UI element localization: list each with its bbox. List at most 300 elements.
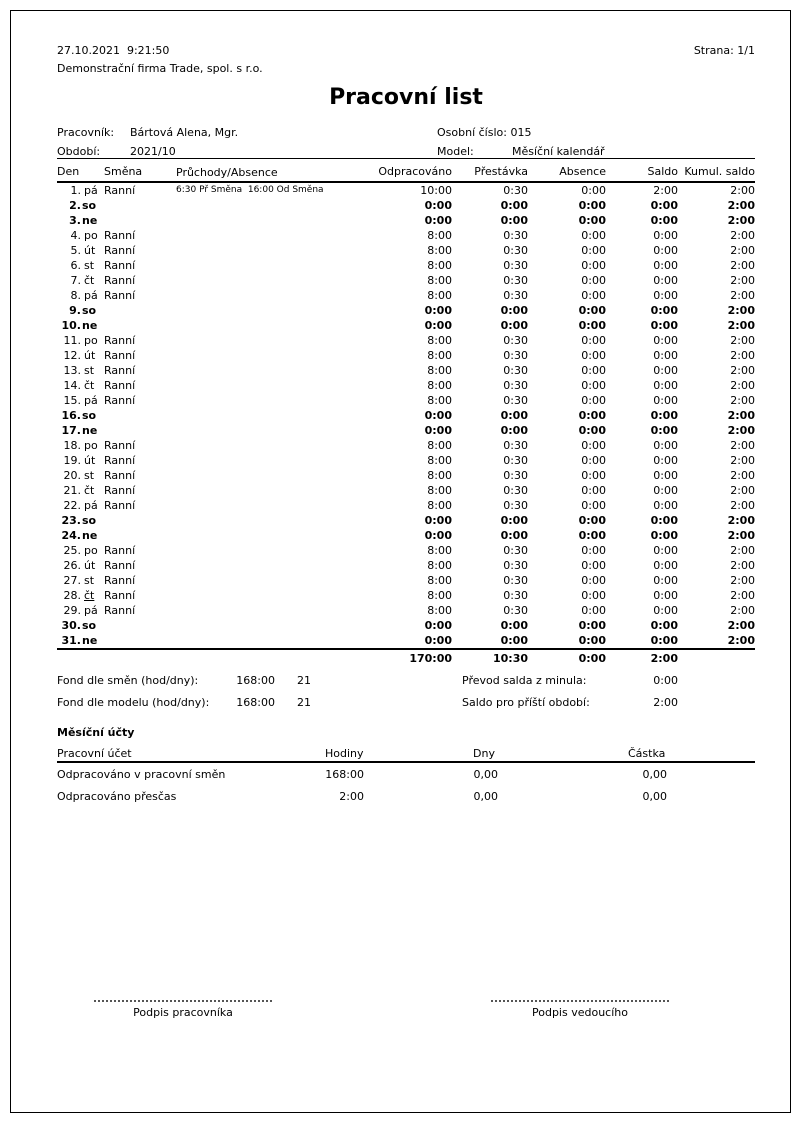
- saldo-cell: 0:00: [650, 424, 678, 437]
- absence-cell: 0:00: [581, 259, 606, 272]
- weekday-abbr: ne: [82, 634, 98, 647]
- col-header-prestavka: Přestávka: [474, 165, 528, 178]
- day-number: 3.: [69, 214, 81, 227]
- worker-label: Pracovník:: [57, 126, 115, 139]
- fund-shifts-row: [57, 674, 755, 689]
- break-cell: 0:30: [503, 259, 528, 272]
- shift-cell: Ranní: [104, 184, 136, 197]
- worked-cell: 8:00: [427, 559, 452, 572]
- day-cell: [57, 528, 101, 543]
- table-row: [57, 213, 755, 228]
- worker-name: Bártová Alena, Mgr.: [130, 126, 239, 139]
- shift-cell: Ranní: [104, 589, 136, 602]
- day-number: 22.: [63, 499, 81, 512]
- worked-cell: 0:00: [424, 424, 452, 437]
- saldo-cell: 0:00: [653, 574, 678, 587]
- accounts-col-days: Dny: [473, 747, 495, 760]
- table-row: [57, 303, 755, 318]
- kumul-saldo-cell: 2:00: [730, 544, 755, 557]
- day-number: 19.: [63, 454, 81, 467]
- info-divider: [57, 158, 755, 159]
- account-name: Odpracováno v pracovní směn: [57, 768, 226, 781]
- table-row: [57, 588, 755, 603]
- day-cell: [57, 453, 101, 468]
- passes-cell: [170, 513, 332, 528]
- saldo-cell: 2:00: [653, 184, 678, 197]
- kumul-saldo-cell: 2:00: [730, 589, 755, 602]
- table-row: [57, 558, 755, 573]
- table-row: [57, 378, 755, 393]
- worked-cell: 0:00: [424, 199, 452, 212]
- weekday-abbr: po: [84, 439, 98, 452]
- account-row-overtime: [57, 790, 755, 805]
- day-number: 15.: [63, 394, 81, 407]
- passes-cell: [170, 618, 332, 633]
- fund-model-days: 21: [297, 696, 311, 709]
- saldo-cell: 0:00: [653, 604, 678, 617]
- col-header-smena: Směna: [104, 165, 143, 178]
- kumul-saldo-cell: 2:00: [730, 229, 755, 242]
- weekday-abbr: st: [84, 469, 95, 482]
- day-number: 26.: [63, 559, 81, 572]
- day-cell: [57, 573, 101, 588]
- table-row: [57, 183, 755, 198]
- saldo-cell: 0:00: [653, 484, 678, 497]
- shift-cell: Ranní: [104, 454, 136, 467]
- day-cell: [57, 393, 101, 408]
- absence-cell: 0:00: [578, 409, 606, 422]
- worked-cell: 0:00: [424, 619, 452, 632]
- saldo-cell: 0:00: [650, 619, 678, 632]
- table-row: [57, 198, 755, 213]
- day-cell: [57, 243, 101, 258]
- weekday-abbr: so: [82, 619, 97, 632]
- passes-cell: [170, 468, 332, 483]
- break-cell: 0:00: [500, 319, 528, 332]
- absence-cell: 0:00: [581, 544, 606, 557]
- saldo-cell: 0:00: [653, 379, 678, 392]
- table-row: [57, 258, 755, 273]
- weekday-abbr: pá: [84, 604, 98, 617]
- manager-signature-block: [491, 1000, 669, 1019]
- saldo-cell: 0:00: [653, 589, 678, 602]
- shift-cell: Ranní: [104, 289, 136, 302]
- kumul-saldo-cell: 2:00: [730, 379, 755, 392]
- absence-cell: 0:00: [581, 379, 606, 392]
- day-number: 5.: [70, 244, 81, 257]
- worked-cell: 8:00: [427, 394, 452, 407]
- break-cell: 0:00: [500, 304, 528, 317]
- day-cell: [57, 303, 101, 318]
- employee-signature-line: [94, 1000, 272, 1002]
- fund-shifts-days: 21: [297, 674, 311, 687]
- account-days: 0,00: [473, 790, 498, 803]
- day-cell: [57, 468, 101, 483]
- break-cell: 0:00: [500, 514, 528, 527]
- weekday-abbr: st: [84, 364, 95, 377]
- kumul-saldo-cell: 2:00: [727, 619, 755, 632]
- kumul-saldo-cell: 2:00: [730, 499, 755, 512]
- kumul-saldo-cell: 2:00: [730, 394, 755, 407]
- account-row-worked: [57, 768, 755, 783]
- day-number: 18.: [63, 439, 81, 452]
- day-cell: [57, 558, 101, 573]
- day-number: 25.: [63, 544, 81, 557]
- saldo-cell: 0:00: [653, 289, 678, 302]
- passes-cell: [170, 258, 332, 273]
- kumul-saldo-cell: 2:00: [727, 199, 755, 212]
- day-number: 31.: [61, 634, 81, 647]
- passes-cell: [170, 348, 332, 363]
- employee-signature-label: Podpis pracovníka: [133, 1006, 233, 1019]
- manager-signature-label: Podpis vedoucího: [532, 1006, 628, 1019]
- shift-cell: Ranní: [104, 559, 136, 572]
- break-cell: 0:30: [503, 334, 528, 347]
- kumul-saldo-cell: 2:00: [730, 349, 755, 362]
- break-cell: 0:00: [500, 529, 528, 542]
- col-header-pruchody: Průchody/Absence: [176, 166, 278, 179]
- saldo-cell: 0:00: [650, 199, 678, 212]
- absence-cell: 0:00: [581, 589, 606, 602]
- break-cell: 0:30: [503, 544, 528, 557]
- worked-cell: 8:00: [427, 544, 452, 557]
- account-hours: 168:00: [325, 768, 364, 781]
- saldo-cell: 0:00: [653, 469, 678, 482]
- weekday-abbr: ne: [82, 319, 98, 332]
- table-row: [57, 543, 755, 558]
- page-number: Strana: 1/1: [693, 44, 755, 57]
- saldo-cell: 0:00: [653, 274, 678, 287]
- period-value: 2021/10: [130, 145, 176, 158]
- model-info: [437, 145, 605, 158]
- break-cell: 0:30: [503, 454, 528, 467]
- accounts-header-row: [57, 747, 755, 761]
- passes-cell: [170, 558, 332, 573]
- table-row: [57, 318, 755, 333]
- day-number: 1.: [70, 184, 81, 197]
- absence-cell: 0:00: [581, 574, 606, 587]
- weekday-abbr: ne: [82, 529, 98, 542]
- weekday-abbr: so: [82, 514, 97, 527]
- saldo-cell: 0:00: [653, 334, 678, 347]
- worked-cell: 8:00: [427, 229, 452, 242]
- break-cell: 0:30: [503, 394, 528, 407]
- absence-cell: 0:00: [581, 454, 606, 467]
- shift-cell: Ranní: [104, 574, 136, 587]
- saldo-cell: 0:00: [650, 409, 678, 422]
- day-number: 6.: [70, 259, 81, 272]
- passes-cell: [170, 288, 332, 303]
- weekday-abbr: út: [84, 244, 96, 257]
- worked-cell: 0:00: [424, 514, 452, 527]
- carryover-label: Převod salda z minula:: [462, 674, 587, 687]
- kumul-saldo-cell: 2:00: [727, 424, 755, 437]
- day-cell: [57, 423, 101, 438]
- break-cell: 0:30: [503, 589, 528, 602]
- absence-cell: 0:00: [581, 184, 606, 197]
- totals-row: [57, 652, 755, 668]
- table-row: [57, 273, 755, 288]
- table-body: [57, 183, 755, 648]
- break-cell: 0:30: [503, 379, 528, 392]
- kumul-saldo-cell: 2:00: [727, 514, 755, 527]
- absence-cell: 0:00: [581, 394, 606, 407]
- weekday-abbr: út: [84, 559, 96, 572]
- day-cell: [57, 213, 101, 228]
- saldo-cell: 0:00: [650, 319, 678, 332]
- worked-cell: 0:00: [424, 214, 452, 227]
- kumul-saldo-cell: 2:00: [727, 529, 755, 542]
- weekday-abbr: so: [82, 304, 97, 317]
- weekday-abbr: so: [82, 409, 97, 422]
- weekday-abbr: so: [82, 199, 97, 212]
- table-row: [57, 633, 755, 648]
- day-cell: [57, 588, 101, 603]
- model-value: Měsíční kalendář: [512, 145, 605, 158]
- absence-cell: 0:00: [578, 514, 606, 527]
- day-number: 28.: [63, 589, 81, 602]
- weekday-abbr: po: [84, 229, 98, 242]
- worked-cell: 8:00: [427, 259, 452, 272]
- saldo-cell: 0:00: [650, 214, 678, 227]
- absence-cell: 0:00: [581, 439, 606, 452]
- weekday-abbr: po: [84, 544, 98, 557]
- kumul-saldo-cell: 2:00: [730, 259, 755, 272]
- shift-cell: [101, 213, 170, 228]
- worked-cell: 10:00: [420, 184, 452, 197]
- fund-model-hours: 168:00: [236, 696, 275, 709]
- weekday-abbr: pá: [84, 184, 98, 197]
- weekday-abbr: pá: [84, 499, 98, 512]
- weekday-abbr: ne: [82, 214, 98, 227]
- day-cell: [57, 438, 101, 453]
- shift-cell: Ranní: [104, 469, 136, 482]
- report-title: Pracovní list: [329, 85, 483, 110]
- weekday-abbr: čt: [84, 589, 95, 602]
- worked-cell: 8:00: [427, 574, 452, 587]
- table-header: [57, 165, 755, 181]
- passes-cell: [170, 408, 332, 423]
- weekday-abbr: st: [84, 259, 95, 272]
- break-cell: 0:00: [500, 424, 528, 437]
- passes-cell: [170, 453, 332, 468]
- worked-cell: 8:00: [427, 499, 452, 512]
- table-row: [57, 468, 755, 483]
- absence-cell: 0:00: [578, 319, 606, 332]
- break-cell: 0:00: [500, 634, 528, 647]
- worked-cell: 8:00: [427, 589, 452, 602]
- kumul-saldo-cell: 2:00: [727, 304, 755, 317]
- shift-cell: Ranní: [104, 604, 136, 617]
- shift-cell: Ranní: [104, 544, 136, 557]
- table-row: [57, 483, 755, 498]
- weekday-abbr: po: [84, 334, 98, 347]
- worked-cell: 8:00: [427, 454, 452, 467]
- worked-cell: 0:00: [424, 319, 452, 332]
- kumul-saldo-cell: 2:00: [730, 469, 755, 482]
- day-number: 14.: [63, 379, 81, 392]
- break-cell: 0:30: [503, 604, 528, 617]
- saldo-cell: 0:00: [653, 349, 678, 362]
- absence-cell: 0:00: [581, 469, 606, 482]
- saldo-cell: 0:00: [653, 259, 678, 272]
- kumul-saldo-cell: 2:00: [730, 364, 755, 377]
- absence-cell: 0:00: [581, 349, 606, 362]
- break-cell: 0:30: [503, 274, 528, 287]
- saldo-cell: 0:00: [653, 394, 678, 407]
- absence-cell: 0:00: [578, 634, 606, 647]
- shift-cell: [101, 528, 170, 543]
- saldo-cell: 0:00: [653, 229, 678, 242]
- table-row: [57, 438, 755, 453]
- break-cell: 0:30: [503, 469, 528, 482]
- shift-cell: [101, 618, 170, 633]
- passes-cell: [170, 393, 332, 408]
- passes-cell: [170, 243, 332, 258]
- model-label: Model:: [437, 145, 474, 158]
- day-cell: [57, 183, 101, 198]
- shift-cell: Ranní: [104, 244, 136, 257]
- shift-cell: [101, 318, 170, 333]
- break-cell: 0:00: [500, 214, 528, 227]
- passes-cell: [170, 333, 332, 348]
- weekday-abbr: út: [84, 454, 96, 467]
- day-number: 30.: [61, 619, 81, 632]
- personal-number-value: 015: [510, 126, 532, 139]
- passes-cell: [170, 213, 332, 228]
- shift-cell: Ranní: [104, 349, 136, 362]
- worker-info-row: [57, 126, 755, 141]
- col-header-saldo: Saldo: [647, 165, 678, 178]
- day-cell: [57, 483, 101, 498]
- break-cell: 0:00: [500, 409, 528, 422]
- absence-cell: 0:00: [581, 289, 606, 302]
- table-row: [57, 573, 755, 588]
- day-cell: [57, 258, 101, 273]
- worked-cell: 0:00: [424, 634, 452, 647]
- day-cell: [57, 228, 101, 243]
- kumul-saldo-cell: 2:00: [730, 559, 755, 572]
- saldo-cell: 0:00: [653, 439, 678, 452]
- next-period-saldo-label: Saldo pro příští období:: [462, 696, 590, 709]
- break-cell: 0:30: [503, 244, 528, 257]
- passes-cell: [170, 603, 332, 618]
- shift-cell: [101, 408, 170, 423]
- worked-cell: 8:00: [427, 274, 452, 287]
- break-cell: 0:00: [500, 199, 528, 212]
- passes-cell: [170, 483, 332, 498]
- worked-cell: 8:00: [427, 604, 452, 617]
- passes-cell: [170, 198, 332, 213]
- day-cell: [57, 318, 101, 333]
- col-header-kumul-saldo: Kumul. saldo: [684, 165, 755, 178]
- day-cell: [57, 198, 101, 213]
- account-hours: 2:00: [339, 790, 364, 803]
- saldo-cell: 0:00: [650, 514, 678, 527]
- weekday-abbr: čt: [84, 274, 95, 287]
- shift-cell: Ranní: [104, 394, 136, 407]
- shift-cell: Ranní: [104, 229, 136, 242]
- day-cell: [57, 543, 101, 558]
- total-break: 10:30: [492, 652, 528, 665]
- day-cell: [57, 378, 101, 393]
- passes-cell: [170, 378, 332, 393]
- passes-cell: [170, 423, 332, 438]
- col-header-den: Den: [57, 165, 80, 178]
- table-row: [57, 348, 755, 363]
- absence-cell: 0:00: [578, 619, 606, 632]
- absence-cell: 0:00: [578, 214, 606, 227]
- saldo-cell: 0:00: [653, 244, 678, 257]
- kumul-saldo-cell: 2:00: [730, 244, 755, 257]
- table-row: [57, 228, 755, 243]
- passes-cell: [170, 498, 332, 513]
- day-cell: [57, 273, 101, 288]
- day-number: 11.: [63, 334, 81, 347]
- personal-number: [437, 126, 531, 139]
- shift-cell: Ranní: [104, 379, 136, 392]
- kumul-saldo-cell: 2:00: [727, 214, 755, 227]
- kumul-saldo-cell: 2:00: [730, 604, 755, 617]
- absence-cell: 0:00: [581, 244, 606, 257]
- weekday-abbr: pá: [84, 289, 98, 302]
- total-absence: 0:00: [578, 652, 606, 665]
- day-number: 4.: [70, 229, 81, 242]
- break-cell: 0:30: [503, 184, 528, 197]
- table-row: [57, 453, 755, 468]
- shift-cell: Ranní: [104, 334, 136, 347]
- passes-cell: [170, 573, 332, 588]
- day-cell: [57, 618, 101, 633]
- weekday-abbr: čt: [84, 379, 95, 392]
- day-cell: [57, 348, 101, 363]
- break-cell: 0:30: [503, 439, 528, 452]
- kumul-saldo-cell: 2:00: [730, 184, 755, 197]
- employee-signature-block: [94, 1000, 272, 1019]
- weekday-abbr: ne: [82, 424, 98, 437]
- saldo-cell: 0:00: [653, 364, 678, 377]
- shift-cell: Ranní: [104, 259, 136, 272]
- account-name: Odpracováno přesčas: [57, 790, 177, 803]
- worked-cell: 0:00: [424, 529, 452, 542]
- shift-cell: [101, 198, 170, 213]
- passes-cell: 6:30 Př Směna 16:00 Od Směna: [176, 185, 324, 195]
- kumul-saldo-cell: 2:00: [730, 274, 755, 287]
- fund-model-label: Fond dle modelu (hod/dny):: [57, 696, 210, 709]
- shift-cell: Ranní: [104, 364, 136, 377]
- break-cell: 0:30: [503, 349, 528, 362]
- worked-cell: 8:00: [427, 469, 452, 482]
- worked-cell: 8:00: [427, 484, 452, 497]
- personal-number-label: Osobní číslo:: [437, 126, 507, 139]
- day-number: 17.: [61, 424, 81, 437]
- kumul-saldo-cell: 2:00: [727, 319, 755, 332]
- passes-cell: [170, 363, 332, 378]
- absence-cell: 0:00: [581, 274, 606, 287]
- absence-cell: 0:00: [581, 484, 606, 497]
- kumul-saldo-cell: 2:00: [727, 634, 755, 647]
- break-cell: 0:30: [503, 289, 528, 302]
- break-cell: 0:30: [503, 364, 528, 377]
- saldo-cell: 0:00: [650, 304, 678, 317]
- day-cell: [57, 363, 101, 378]
- fund-model-row: [57, 696, 755, 711]
- absence-cell: 0:00: [578, 304, 606, 317]
- worked-cell: 8:00: [427, 334, 452, 347]
- accounts-col-hours: Hodiny: [325, 747, 364, 760]
- monthly-accounts-heading: Měsíční účty: [57, 726, 135, 739]
- shift-cell: [101, 513, 170, 528]
